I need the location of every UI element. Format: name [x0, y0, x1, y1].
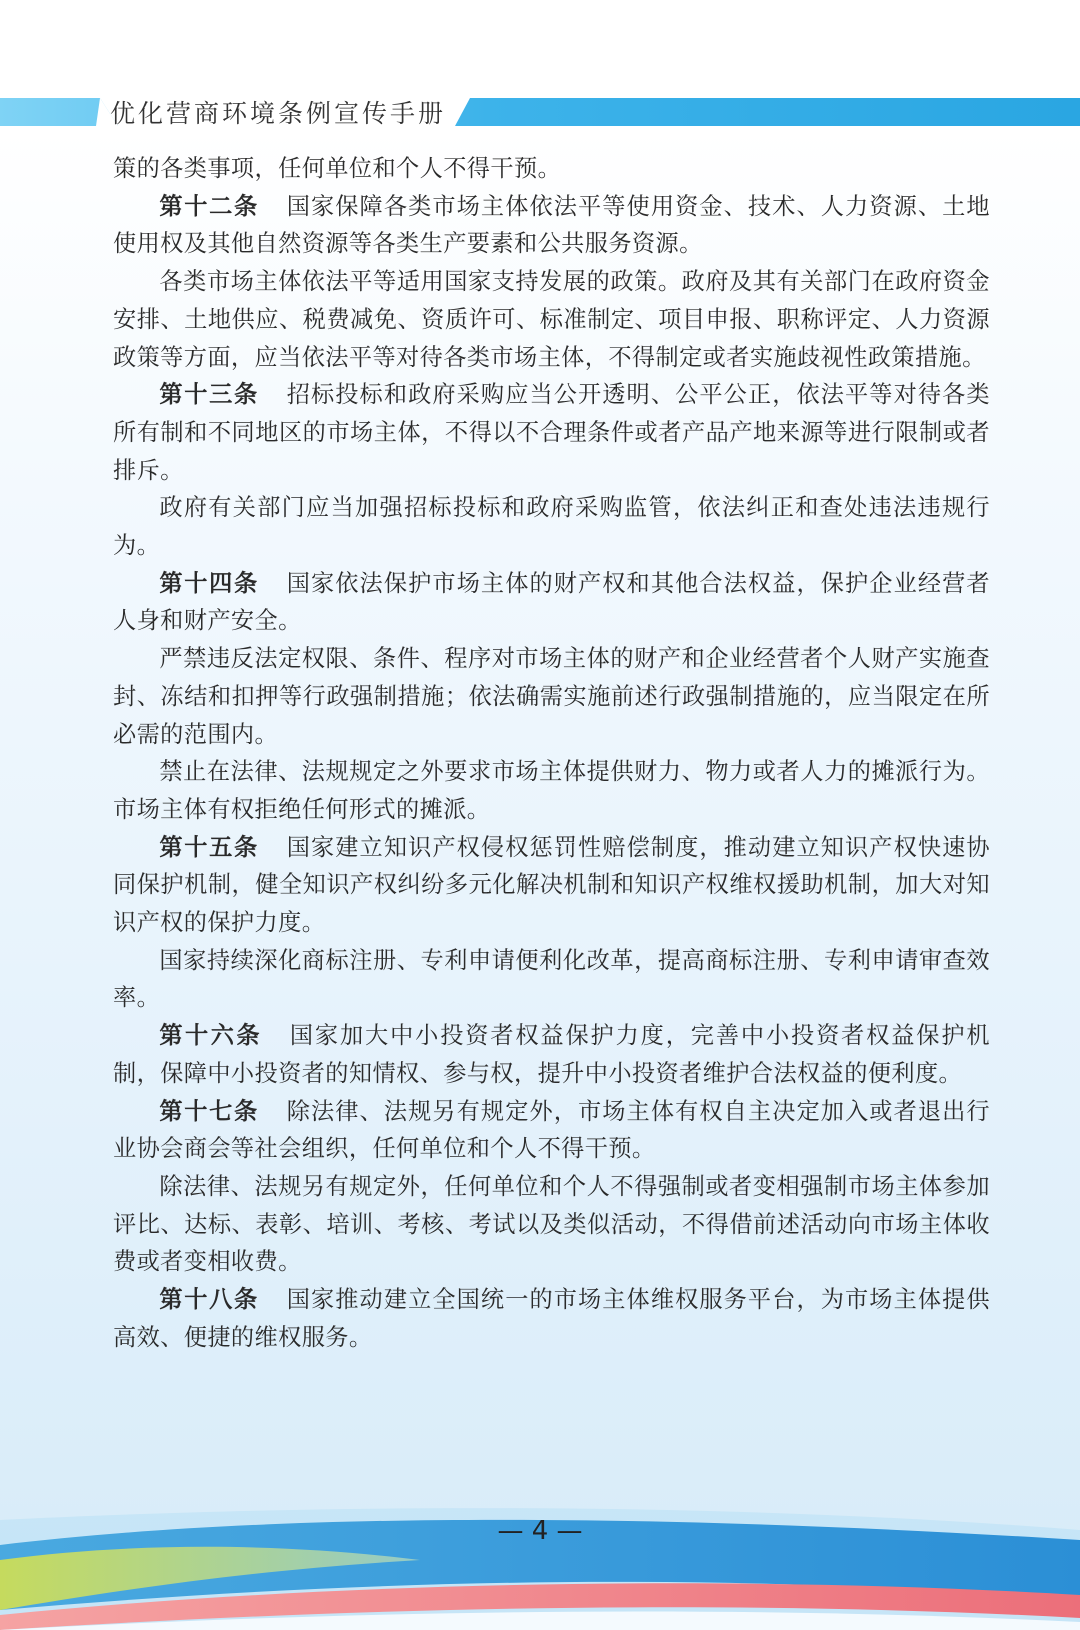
paragraph-text: 国家持续深化商标注册、专利申请便利化改革，提高商标注册、专利申请审查效率。	[113, 946, 990, 1012]
paragraph	[113, 565, 990, 640]
paragraph	[113, 489, 990, 564]
page-number: — 4 —	[497, 1516, 583, 1546]
paragraph-text: 国家依法保护市场主体的财产权和其他合法权益，保护企业经营者人身和财产安全。	[113, 569, 990, 635]
paragraph	[113, 1017, 990, 1092]
article-body	[113, 150, 990, 1357]
paragraph	[113, 640, 990, 753]
article-number: 第十三条	[159, 381, 259, 409]
paragraph-text: 策的各类事项，任何单位和个人不得干预。	[113, 155, 562, 182]
article-number: 第十二条	[159, 192, 259, 220]
article-number: 第十七条	[159, 1097, 259, 1125]
article-number: 第十六条	[159, 1022, 263, 1050]
paragraph	[113, 1093, 990, 1168]
paragraph	[113, 1281, 990, 1356]
article-number: 第十五条	[159, 833, 259, 861]
paragraph-text: 国家建立知识产权侵权惩罚性赔偿制度，推动建立知识产权快速协同保护机制，健全知识产权纠纷多元化解决机制和知识产权维权援助机制，加大对知识产权的保护力度。	[113, 833, 990, 937]
paragraph-text: 政府有关部门应当加强招标投标和政府采购监管，依法纠正和查处违法违规行为。	[113, 494, 990, 560]
paragraph	[113, 753, 990, 828]
paragraph	[113, 942, 990, 1017]
paragraph-text: 招标投标和政府采购应当公开透明、公平公正，依法平等对待各类所有制和不同地区的市场主体，不得以不合理条件或者产品产地来源等进行限制或者排斥。	[113, 381, 990, 484]
paragraph-text: 禁止在法律、法规规定之外要求市场主体提供财力、物力或者人力的摊派行为。市场主体有权拒绝任何形式的摊派。	[113, 758, 990, 823]
article-number: 第十四条	[159, 569, 259, 597]
paragraph-text: 各类市场主体依法平等适用国家支持发展的政策。政府及其有关部门在政府资金安排、土地供应、税费减免、资质许可、标准制定、项目申报、职称评定、人力资源政策等方面，应当依法平等对待各类市场主体，不得制定或者实施歧视性政策措施。	[113, 268, 990, 371]
paragraph-text: 除法律、法规另有规定外，市场主体有权自主决定加入或者退出行业协会商会等社会组织，任何单位和个人不得干预。	[113, 1097, 990, 1163]
paragraph-text: 国家保障各类市场主体依法平等使用资金、技术、人力资源、土地使用权及其他自然资源等各类生产要素和公共服务资源。	[113, 192, 990, 258]
paragraph	[113, 829, 990, 942]
header-title: 优化营商环境条例宣传手册	[110, 99, 447, 128]
paragraph	[113, 376, 990, 489]
paragraph	[113, 150, 990, 188]
paragraph-text: 国家推动建立全国统一的市场主体维权服务平台，为市场主体提供高效、便捷的维权服务。	[113, 1286, 990, 1351]
paragraph	[113, 263, 990, 376]
paragraph	[113, 188, 990, 263]
paragraph-text: 除法律、法规另有规定外，任何单位和个人不得强制或者变相强制市场主体参加评比、达标、表彰、培训、考核、考试以及类似活动，不得借前述活动向市场主体收费或者变相收费。	[113, 1172, 990, 1276]
paragraph-text: 严禁违反法定权限、条件、程序对市场主体的财产和企业经营者个人财产实施查封、冻结和扣押等行政强制措施；依法确需实施前述行政强制措施的，应当限定在所必需的范围内。	[113, 645, 990, 748]
article-number: 第十八条	[159, 1286, 259, 1314]
paragraph-text: 国家加大中小投资者权益保护力度，完善中小投资者权益保护机制，保障中小投资者的知情权、参与权，提升中小投资者维护合法权益的便利度。	[113, 1022, 991, 1087]
paragraph	[113, 1168, 990, 1281]
